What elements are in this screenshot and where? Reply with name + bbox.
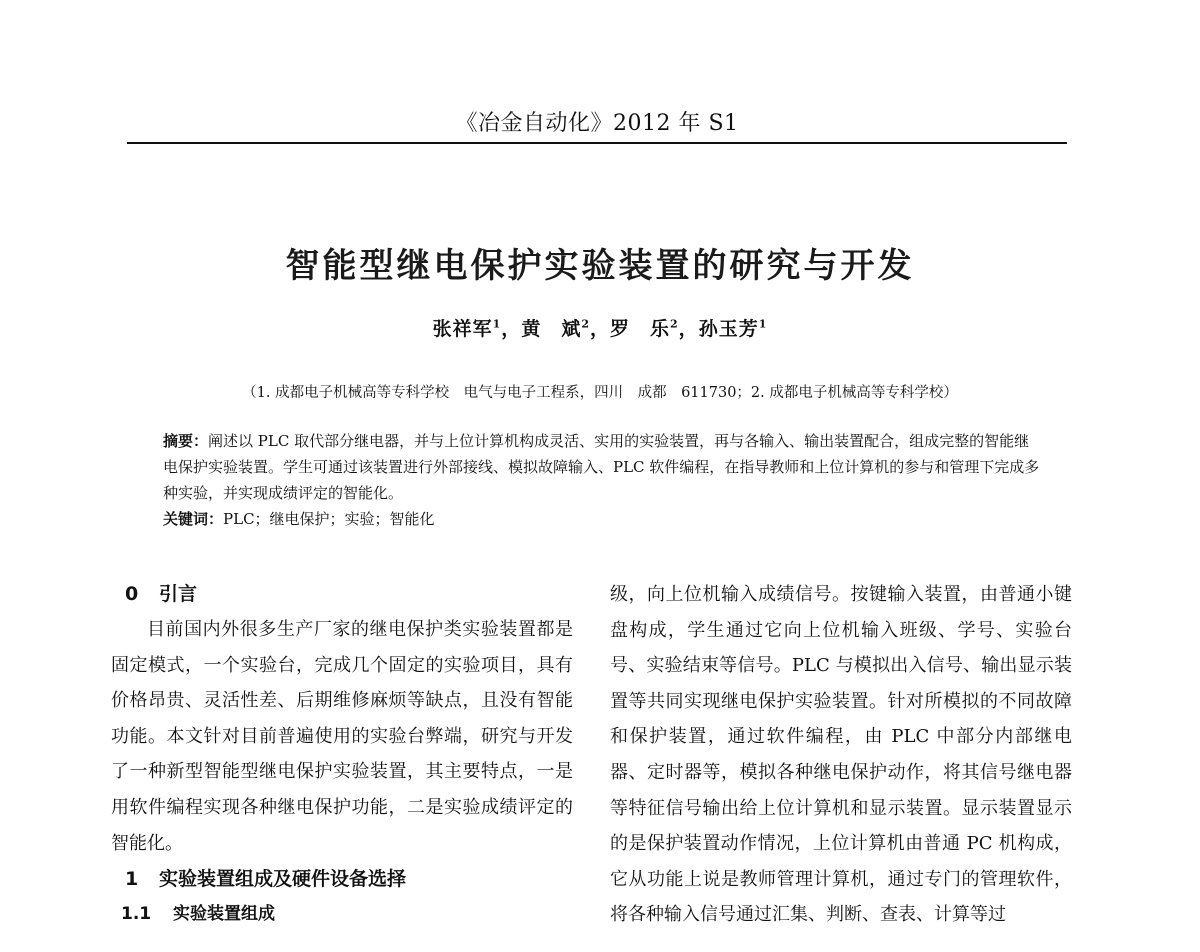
abstract-text: 阐述以 PLC 取代部分继电器，并与上位计算机构成灵活、实用的实验装置，再与各输入、输出装置配合，组成完整的智能继电保护实验装置。学生可通过该装置进行外部接线、模拟故障输入、PLC 软件编程，在指导教师和上位计算机的参与和管理下完成多种实验，并实现成绩评定的智能化。 — [163, 432, 1040, 502]
author-affiliation-mark: 2 — [670, 317, 679, 331]
abstract-block — [163, 428, 1043, 532]
author-list: 张祥军$^1$，黄 斌$^2$，罗 乐$^2$，孙玉芳$^1$ — [432, 317, 768, 340]
author-name: 罗 乐 — [610, 318, 671, 340]
author — [699, 318, 768, 340]
subsection-heading-composition — [111, 897, 573, 931]
section-title: 实验装置组成及硬件设备选择 — [159, 868, 407, 891]
keywords-label: 关键词： — [163, 510, 224, 528]
left-column — [111, 576, 573, 931]
subsection-title: 实验装置组成 — [173, 904, 275, 925]
section-number: 0 — [125, 583, 139, 605]
section-heading-intro — [111, 576, 573, 612]
section-number: 1 — [125, 868, 139, 891]
author — [433, 318, 502, 340]
abstract — [163, 428, 1043, 506]
intro-paragraph: 目前国内外很多生产厂家的继电保护类实验装置都是固定模式，一个实验台，完成几个固定的实验项目，具有价格昂贵、灵活性差、后期维修麻烦等缺点，且没有智能功能。本文针对目前普遍使用的实验台弊端，研究与开发了一种新型智能型继电保护实验装置，其主要特点，一是用软件编程实现各种继电保护功能，二是实验成绩评定的智能化。 — [111, 619, 573, 854]
author-name: 黄 斌 — [521, 318, 582, 340]
section-heading-components — [111, 861, 573, 897]
section-title: 引言 — [159, 583, 198, 605]
author-affiliation-mark: 2 — [581, 317, 590, 331]
author-affiliation-mark: 1 — [492, 317, 502, 331]
journal-title: 《冶金自动化》2012 年 S1 — [455, 111, 739, 136]
keywords-text: PLC；继电保护；实验；智能化 — [223, 510, 435, 528]
right-column — [610, 577, 1072, 933]
author-name: 张祥军 — [432, 318, 493, 340]
paper-title: 智能型继电保护实验装置的研究与开发 — [285, 246, 915, 286]
abstract-label: 摘要： — [163, 432, 209, 450]
author-affiliation-mark: 1 — [758, 317, 768, 331]
journal-header — [127, 100, 1067, 144]
keywords — [163, 506, 1043, 532]
affiliations: （1. 成都电子机械高等专科学校 电气与电子工程系，四川 成都 611730；2. 成都电子机械高等专科学校） — [242, 385, 958, 401]
subsection-number: 1.1 — [121, 904, 152, 925]
author-name: 孙玉芳 — [698, 318, 759, 340]
author — [610, 318, 679, 340]
author — [521, 318, 590, 340]
body-paragraph: 级，向上位机输入成绩信号。按键输入装置，由普通小键盘构成，学生通过它向上位机输入班级、学号、实验台号、实验结束等信号。PLC 与模拟出入信号、输出显示装置等共同实现继电保护实验装置。针对所模拟的不同故障和保护装置，通过软件编程，由 PLC 中部分内部继电器、定时器等，模拟各种继电保护动作，将其信号继电器等特征信号输出给上位计算机和显示装置。显示装置显示的是保护装置动作情况，上位计算机由普通 PC 机构成，它从功能上说是教师管理计算机，通过专门的管理软件，将各种输入信号通过汇集、判断、查表、计算等过 — [610, 584, 1072, 926]
